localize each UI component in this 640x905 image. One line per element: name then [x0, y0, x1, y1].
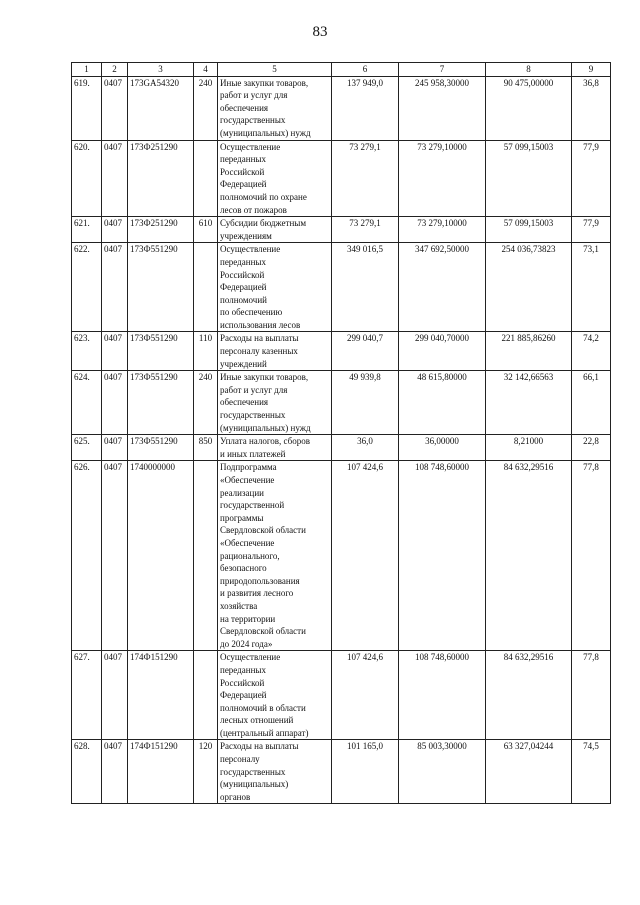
- section-code: 0407: [102, 243, 128, 332]
- execution-percent: 66,1: [572, 371, 611, 435]
- table-row: [72, 243, 611, 332]
- executed-amount: 84 632,29516: [486, 461, 572, 651]
- planned-amount: 36,00000: [399, 435, 486, 461]
- article-code: 173Ф551290: [128, 371, 194, 435]
- header-col-4: 4: [194, 63, 218, 77]
- article-code: 173Ф551290: [128, 243, 194, 332]
- row-number: 620.: [72, 140, 102, 217]
- approved-amount: 36,0: [332, 435, 399, 461]
- table-row: [72, 76, 611, 140]
- header-col-9: 9: [572, 63, 611, 77]
- executed-amount: 32 142,66563: [486, 371, 572, 435]
- expense-type-code: 610: [194, 217, 218, 243]
- header-col-1: 1: [72, 63, 102, 77]
- execution-percent: 77,8: [572, 461, 611, 651]
- executed-amount: 254 036,73823: [486, 243, 572, 332]
- row-name: Осуществление переданных Российской Федерацией полномочий по обеспечению использования лесов: [218, 243, 332, 332]
- table-body: [72, 76, 611, 804]
- approved-amount: 349 016,5: [332, 243, 399, 332]
- approved-amount: 137 949,0: [332, 76, 399, 140]
- table-row: [72, 140, 611, 217]
- executed-amount: 57 099,15003: [486, 140, 572, 217]
- execution-percent: 77,8: [572, 651, 611, 740]
- header-col-5: 5: [218, 63, 332, 77]
- planned-amount: 299 040,70000: [399, 332, 486, 371]
- execution-percent: 74,5: [572, 740, 611, 804]
- row-name: Осуществление переданных Российской Федерацией полномочий по охране лесов от пожаров: [218, 140, 332, 217]
- article-code: 173Ф251290: [128, 217, 194, 243]
- execution-percent: 73,1: [572, 243, 611, 332]
- planned-amount: 108 748,60000: [399, 461, 486, 651]
- row-name: Иные закупки товаров, работ и услуг для обеспечения государственных (муниципальных) нужд: [218, 76, 332, 140]
- approved-amount: 107 424,6: [332, 461, 399, 651]
- article-code: 1740000000: [128, 461, 194, 651]
- approved-amount: 101 165,0: [332, 740, 399, 804]
- expense-type-code: 850: [194, 435, 218, 461]
- expense-type-code: [194, 243, 218, 332]
- section-code: 0407: [102, 140, 128, 217]
- header-col-7: 7: [399, 63, 486, 77]
- row-number: 626.: [72, 461, 102, 651]
- row-number: 622.: [72, 243, 102, 332]
- section-code: 0407: [102, 371, 128, 435]
- row-number: 625.: [72, 435, 102, 461]
- expense-type-code: 240: [194, 371, 218, 435]
- expense-type-code: [194, 651, 218, 740]
- row-number: 623.: [72, 332, 102, 371]
- expense-type-code: 120: [194, 740, 218, 804]
- row-name: Расходы на выплаты персоналу казенных учреждений: [218, 332, 332, 371]
- table-row: [72, 217, 611, 243]
- article-code: 173Ф551290: [128, 435, 194, 461]
- expense-type-code: 240: [194, 76, 218, 140]
- table-row: [72, 740, 611, 804]
- table-row: [72, 435, 611, 461]
- planned-amount: 73 279,10000: [399, 217, 486, 243]
- section-code: 0407: [102, 651, 128, 740]
- execution-percent: 74,2: [572, 332, 611, 371]
- execution-percent: 22,8: [572, 435, 611, 461]
- section-code: 0407: [102, 76, 128, 140]
- executed-amount: 8,21000: [486, 435, 572, 461]
- expense-type-code: 110: [194, 332, 218, 371]
- table-row: [72, 461, 611, 651]
- row-name: Подпрограмма «Обеспечение реализации государственной программы Свердловской области «Обеспечение рационального, безопасного природопользования и развития лесного хозяйства на территории Свердловской области до 2024 года»: [218, 461, 332, 651]
- page-number: 83: [312, 24, 328, 40]
- article-code: 173Ф251290: [128, 140, 194, 217]
- approved-amount: 107 424,6: [332, 651, 399, 740]
- planned-amount: 108 748,60000: [399, 651, 486, 740]
- approved-amount: 299 040,7: [332, 332, 399, 371]
- expense-type-code: [194, 461, 218, 651]
- planned-amount: 245 958,30000: [399, 76, 486, 140]
- article-code: 173GA54320: [128, 76, 194, 140]
- executed-amount: 221 885,86260: [486, 332, 572, 371]
- section-code: 0407: [102, 217, 128, 243]
- executed-amount: 63 327,04244: [486, 740, 572, 804]
- article-code: 174Ф151290: [128, 740, 194, 804]
- header-col-3: 3: [128, 63, 194, 77]
- row-name: Субсидии бюджетным учреждениям: [218, 217, 332, 243]
- row-name: Осуществление переданных Российской Федерацией полномочий в области лесных отношений (центральный аппарат): [218, 651, 332, 740]
- row-number: 627.: [72, 651, 102, 740]
- section-code: 0407: [102, 461, 128, 651]
- row-number: 619.: [72, 76, 102, 140]
- budget-table: [71, 62, 611, 804]
- article-code: 173Ф551290: [128, 332, 194, 371]
- expense-type-code: [194, 140, 218, 217]
- section-code: 0407: [102, 332, 128, 371]
- header-col-8: 8: [486, 63, 572, 77]
- header-col-6: 6: [332, 63, 399, 77]
- planned-amount: 48 615,80000: [399, 371, 486, 435]
- header-col-2: 2: [102, 63, 128, 77]
- execution-percent: 77,9: [572, 217, 611, 243]
- planned-amount: 73 279,10000: [399, 140, 486, 217]
- row-number: 624.: [72, 371, 102, 435]
- table-row: [72, 371, 611, 435]
- executed-amount: 90 475,00000: [486, 76, 572, 140]
- executed-amount: 57 099,15003: [486, 217, 572, 243]
- row-number: 628.: [72, 740, 102, 804]
- row-number: 621.: [72, 217, 102, 243]
- row-name: Расходы на выплаты персоналу государственных (муниципальных) органов: [218, 740, 332, 804]
- planned-amount: 85 003,30000: [399, 740, 486, 804]
- table-row: [72, 332, 611, 371]
- row-name: Уплата налогов, сборов и иных платежей: [218, 435, 332, 461]
- approved-amount: 73 279,1: [332, 140, 399, 217]
- row-name: Иные закупки товаров, работ и услуг для обеспечения государственных (муниципальных) нужд: [218, 371, 332, 435]
- section-code: 0407: [102, 740, 128, 804]
- executed-amount: 84 632,29516: [486, 651, 572, 740]
- execution-percent: 36,8: [572, 76, 611, 140]
- section-code: 0407: [102, 435, 128, 461]
- article-code: 174Ф151290: [128, 651, 194, 740]
- approved-amount: 49 939,8: [332, 371, 399, 435]
- header-row: [72, 63, 611, 77]
- planned-amount: 347 692,50000: [399, 243, 486, 332]
- execution-percent: 77,9: [572, 140, 611, 217]
- table-row: [72, 651, 611, 740]
- approved-amount: 73 279,1: [332, 217, 399, 243]
